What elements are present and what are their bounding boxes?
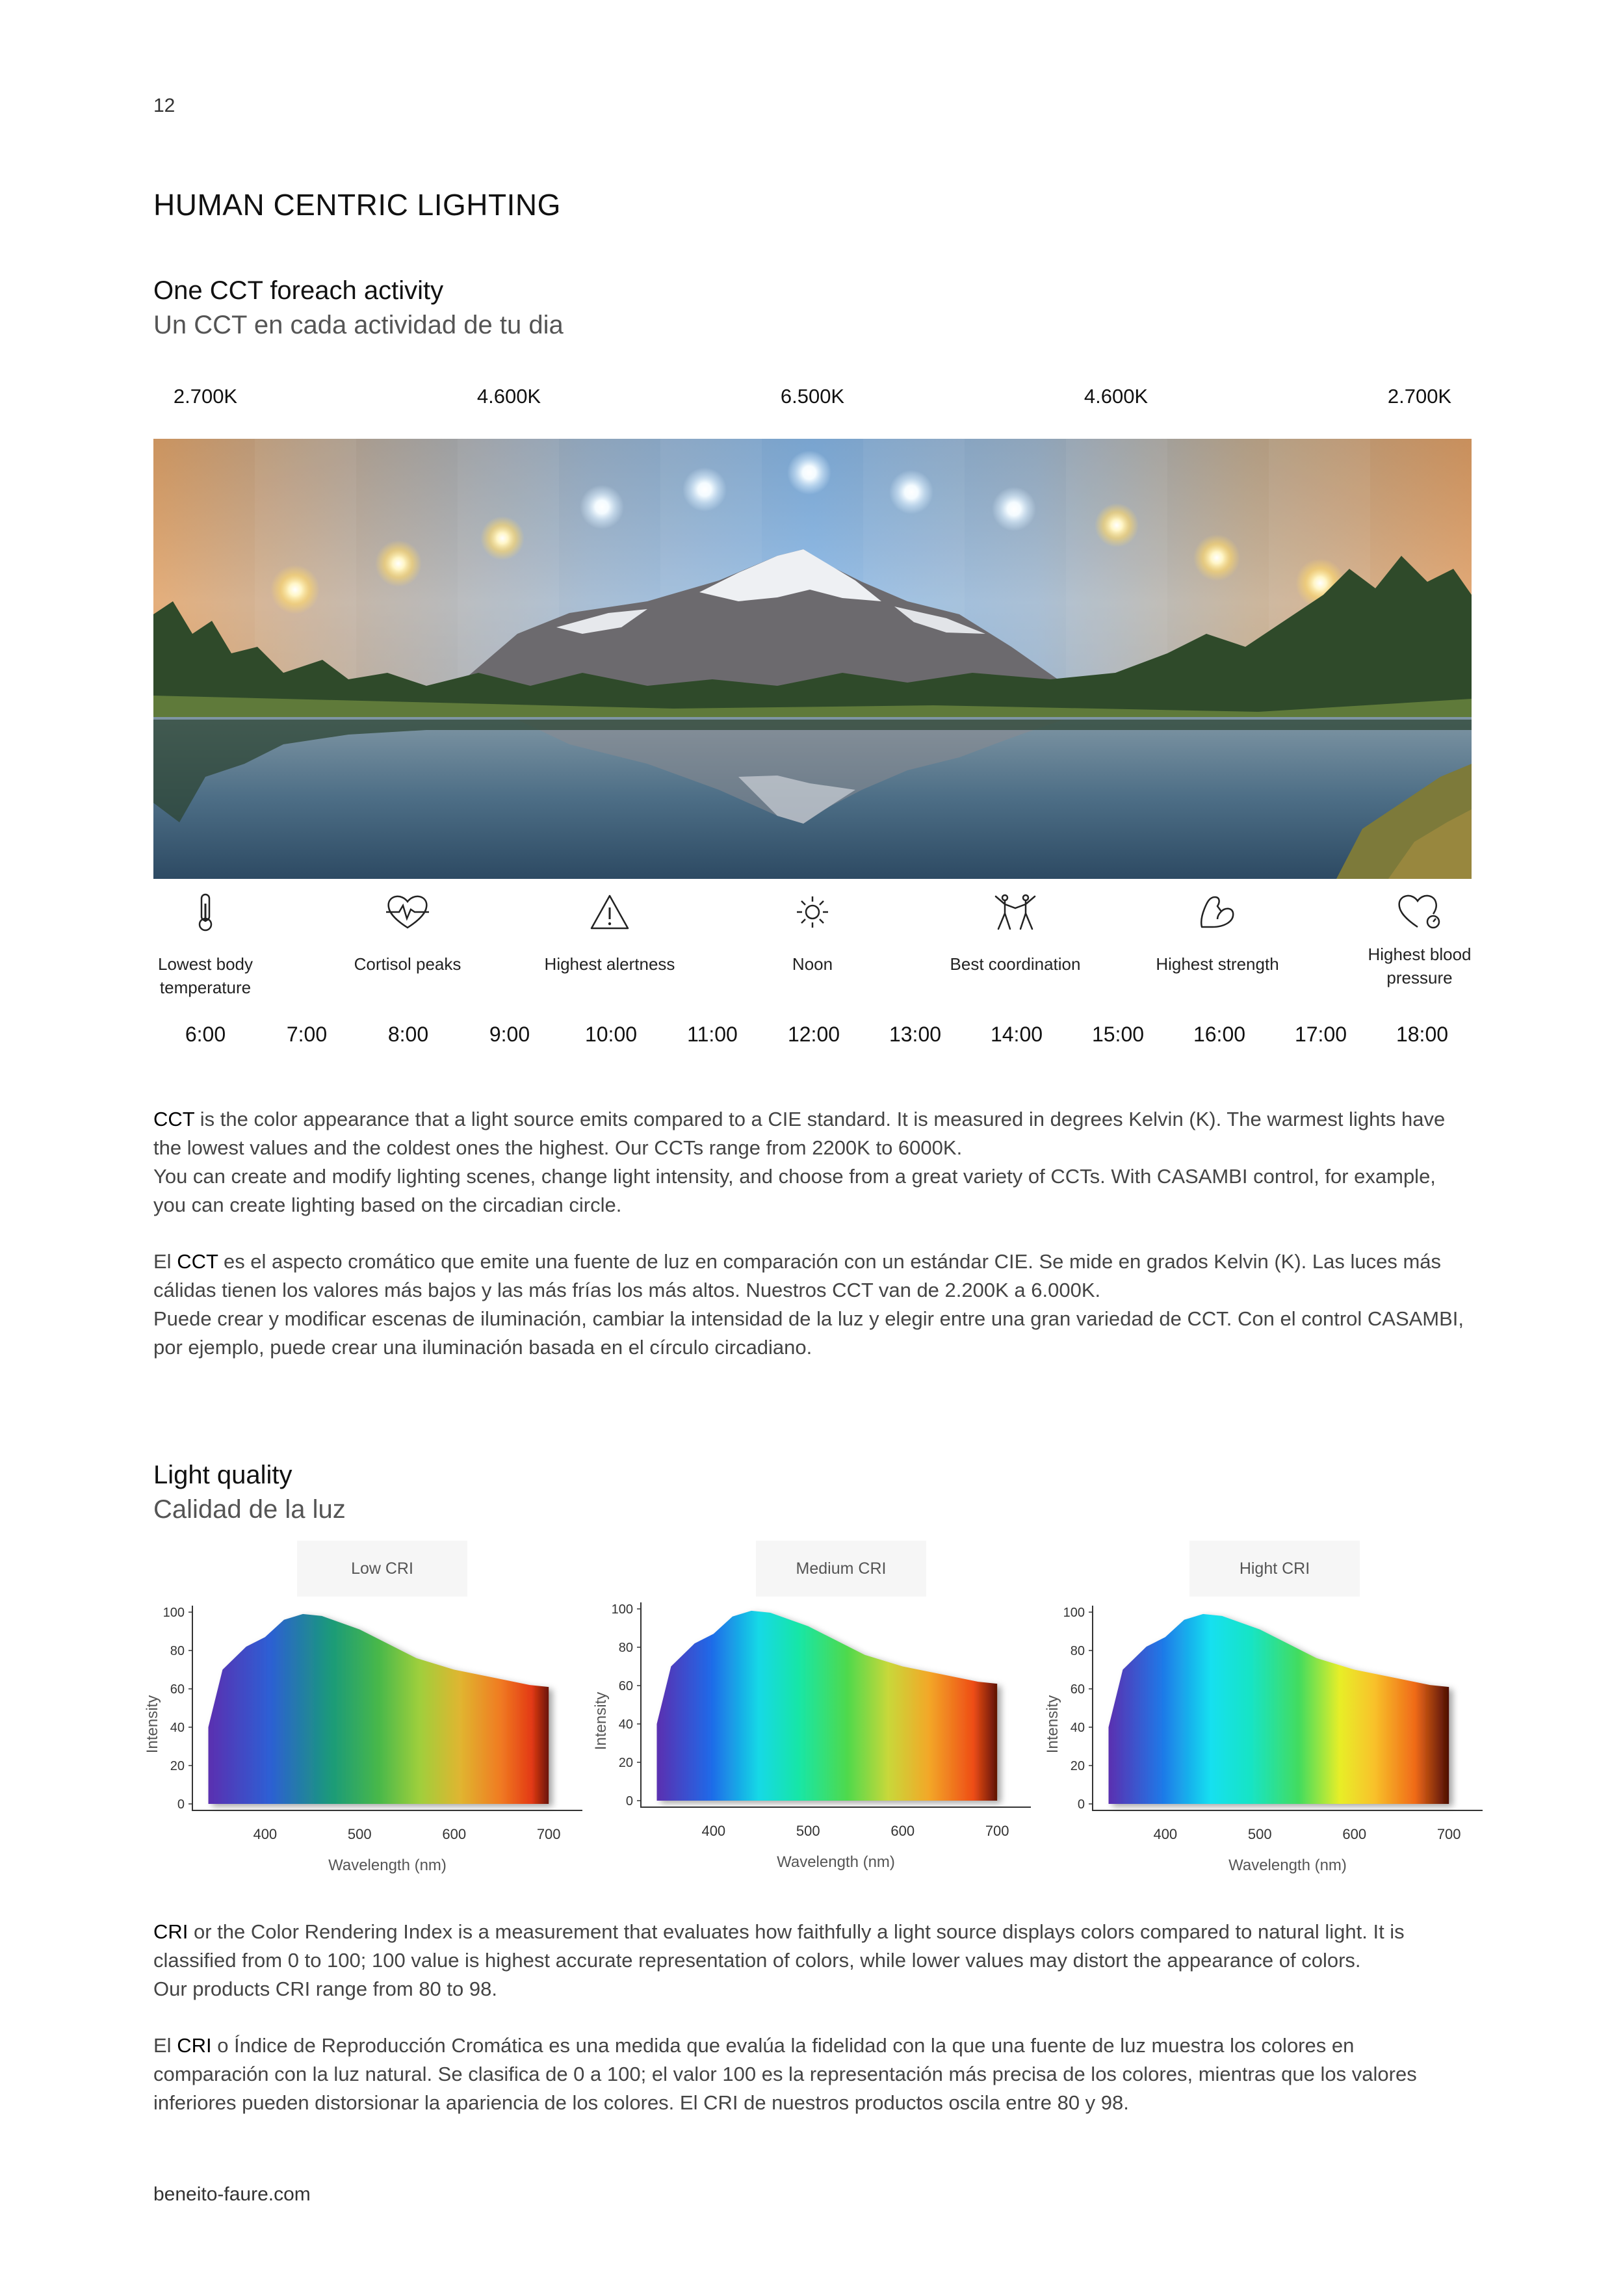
thermometer-icon	[153, 889, 257, 935]
time-label: 16:00	[1193, 1023, 1246, 1046]
activity-label: Noon	[792, 954, 833, 974]
time-label: 9:00	[489, 1023, 530, 1046]
cct-text: es el aspecto cromático que emite una fuente de luz en comparación con un estándar CIE. Se mide en grados Kelvin (K). Las luces más cálidas tienen los valores más bajos y las más frías los más altos. Nuestros CCT van de 2.200K a 6.000K.	[153, 1250, 1442, 1301]
cri-spectrum-chart-low	[136, 1586, 585, 1911]
section-heading-en: Light quality	[153, 1461, 292, 1489]
x-axis-label: Wavelength (nm)	[777, 1853, 895, 1871]
y-tick-label: 100	[1063, 1606, 1085, 1620]
cri-chart-title: Medium CRI	[756, 1541, 926, 1597]
y-tick-label: 0	[1077, 1797, 1085, 1812]
cri-paragraph-es	[153, 2031, 1473, 2117]
dancers-icon	[963, 889, 1067, 935]
cct-label: 2.700K	[173, 385, 238, 408]
spectrum-area	[657, 1611, 998, 1801]
cct-label: 6.500K	[780, 385, 845, 408]
y-tick-label: 60	[618, 1679, 633, 1693]
y-axis-label: Intensity	[592, 1691, 610, 1751]
cri-chart-title: Hight CRI	[1189, 1541, 1360, 1597]
x-tick-label: 500	[1247, 1826, 1272, 1842]
cct-text: You can create and modify lighting scenes, change light intensity, and choose from a great variety of CCTs. With CASAMBI control, for example, you can create lighting based on the circadian circle.	[153, 1165, 1436, 1216]
section-heading-es: Un CCT en cada actividad de tu dia	[153, 311, 564, 339]
section-heading-en: One CCT foreach activity	[153, 276, 444, 305]
landscape-panorama	[153, 439, 1472, 879]
activity-label: Lowest body temperature	[158, 954, 253, 997]
time-label: 18:00	[1396, 1023, 1449, 1046]
time-label: 11:00	[687, 1023, 738, 1046]
time-label: 6:00	[185, 1023, 226, 1046]
sun-icon	[760, 889, 864, 935]
cri-text: Our products CRI range from 80 to 98.	[153, 1977, 497, 2000]
y-tick-label: 40	[1070, 1721, 1085, 1735]
cri-spectrum-chart-medium	[585, 1583, 1033, 1908]
time-label: 17:00	[1294, 1023, 1347, 1046]
time-label: 8:00	[387, 1023, 429, 1046]
cct-label: 2.700K	[1387, 385, 1452, 408]
spectrum-area	[1109, 1614, 1449, 1804]
heart-pulse-icon	[356, 889, 460, 935]
y-tick-label: 40	[618, 1717, 633, 1732]
footer-url: beneito-faure.com	[153, 2184, 311, 2205]
y-tick-label: 20	[1070, 1759, 1085, 1773]
cct-paragraph-es	[153, 1247, 1473, 1362]
section-heading-es: Calidad de la luz	[153, 1495, 346, 1524]
cct-label: 4.600K	[1084, 385, 1149, 408]
heart-gauge-icon	[1368, 889, 1472, 935]
cri-spectrum-chart-high	[1037, 1586, 1485, 1911]
cri-text: El	[153, 2034, 177, 2057]
y-tick-label: 80	[1070, 1644, 1085, 1658]
x-tick-label: 400	[253, 1826, 278, 1842]
cri-chart-title: Low CRI	[297, 1541, 467, 1597]
y-tick-label: 40	[170, 1721, 185, 1735]
x-tick-label: 400	[1153, 1826, 1178, 1842]
x-tick-label: 500	[796, 1823, 820, 1839]
cri-text: or the Color Rendering Index is a measurement that evaluates how faithfully a light source displays colors compared to natural light. It is classified from 0 to 100; 100 value is highest accurate representation of colors, while lower values may distort the appearance of colors.	[153, 1920, 1405, 1972]
x-axis-label: Wavelength (nm)	[328, 1857, 447, 1874]
y-tick-label: 0	[625, 1794, 633, 1808]
page-title: HUMAN CENTRIC LIGHTING	[153, 188, 561, 222]
y-tick-label: 0	[177, 1797, 185, 1812]
x-tick-label: 400	[701, 1823, 726, 1839]
cri-term: CRI	[153, 1920, 188, 1943]
activity-label: Best coordination	[950, 954, 1081, 974]
time-label: 13:00	[889, 1023, 942, 1046]
x-axis-label: Wavelength (nm)	[1228, 1857, 1347, 1874]
x-tick-label: 600	[890, 1823, 915, 1839]
cct-paragraph-en	[153, 1105, 1473, 1220]
y-tick-label: 20	[170, 1759, 185, 1773]
y-axis-label: Intensity	[1044, 1695, 1061, 1754]
activity-label: Cortisol peaks	[354, 954, 461, 974]
y-tick-label: 100	[162, 1606, 185, 1620]
x-tick-label: 700	[985, 1823, 1009, 1839]
y-tick-label: 60	[170, 1682, 185, 1697]
time-label: 10:00	[584, 1023, 638, 1046]
cct-term: CCT	[153, 1108, 195, 1130]
y-tick-label: 20	[618, 1756, 633, 1770]
cct-label: 4.600K	[476, 385, 541, 408]
y-axis-label: Intensity	[144, 1695, 161, 1754]
x-tick-label: 700	[536, 1826, 561, 1842]
time-label: 7:00	[286, 1023, 328, 1046]
time-label: 12:00	[787, 1023, 840, 1046]
page-number: 12	[153, 95, 175, 116]
x-tick-label: 600	[1342, 1826, 1367, 1842]
warning-icon	[558, 889, 662, 935]
y-tick-label: 80	[170, 1644, 185, 1658]
cct-text: El	[153, 1250, 177, 1273]
cct-text: Puede crear y modificar escenas de iluminación, cambiar la intensidad de la luz y elegir entre una gran variedad de CCT. Con el control CASAMBI, por ejemplo, puede crear una iluminación basada en el círculo circadiano.	[153, 1307, 1464, 1359]
time-label: 14:00	[990, 1023, 1043, 1046]
cri-paragraph-en	[153, 1918, 1473, 2003]
y-tick-label: 100	[611, 1602, 633, 1617]
activity-label: Highest alertness	[544, 954, 675, 974]
cct-term: CCT	[177, 1250, 218, 1273]
cri-text: o Índice de Reproducción Cromática es una medida que evalúa la fidelidad con la que una fuente de luz muestra los colores en comparación con la luz natural. Se clasifica de 0 a 100; el valor 100 es la representación más precisa de los colores, mientras que los valores inferiores pueden distorsionar la apariencia de los colores. El CRI de nuestros productos oscila entre 80 y 98.	[153, 2034, 1417, 2114]
cct-text: is the color appearance that a light source emits compared to a CIE standard. It is measured in degrees Kelvin (K). The warmest lights have the lowest values and the coldest ones the highest. Our CCTs range from 2200K to 6000K.	[153, 1108, 1446, 1159]
time-label: 15:00	[1091, 1023, 1145, 1046]
cri-term: CRI	[177, 2034, 212, 2057]
x-tick-label: 600	[442, 1826, 467, 1842]
flexed-arm-icon	[1165, 889, 1269, 935]
x-tick-label: 700	[1436, 1826, 1461, 1842]
x-tick-label: 500	[347, 1826, 372, 1842]
activity-label: Highest blood pressure	[1368, 945, 1472, 987]
activity-label: Highest strength	[1156, 954, 1279, 974]
spectrum-area	[209, 1614, 549, 1804]
y-tick-label: 80	[618, 1641, 633, 1655]
y-tick-label: 60	[1070, 1682, 1085, 1697]
